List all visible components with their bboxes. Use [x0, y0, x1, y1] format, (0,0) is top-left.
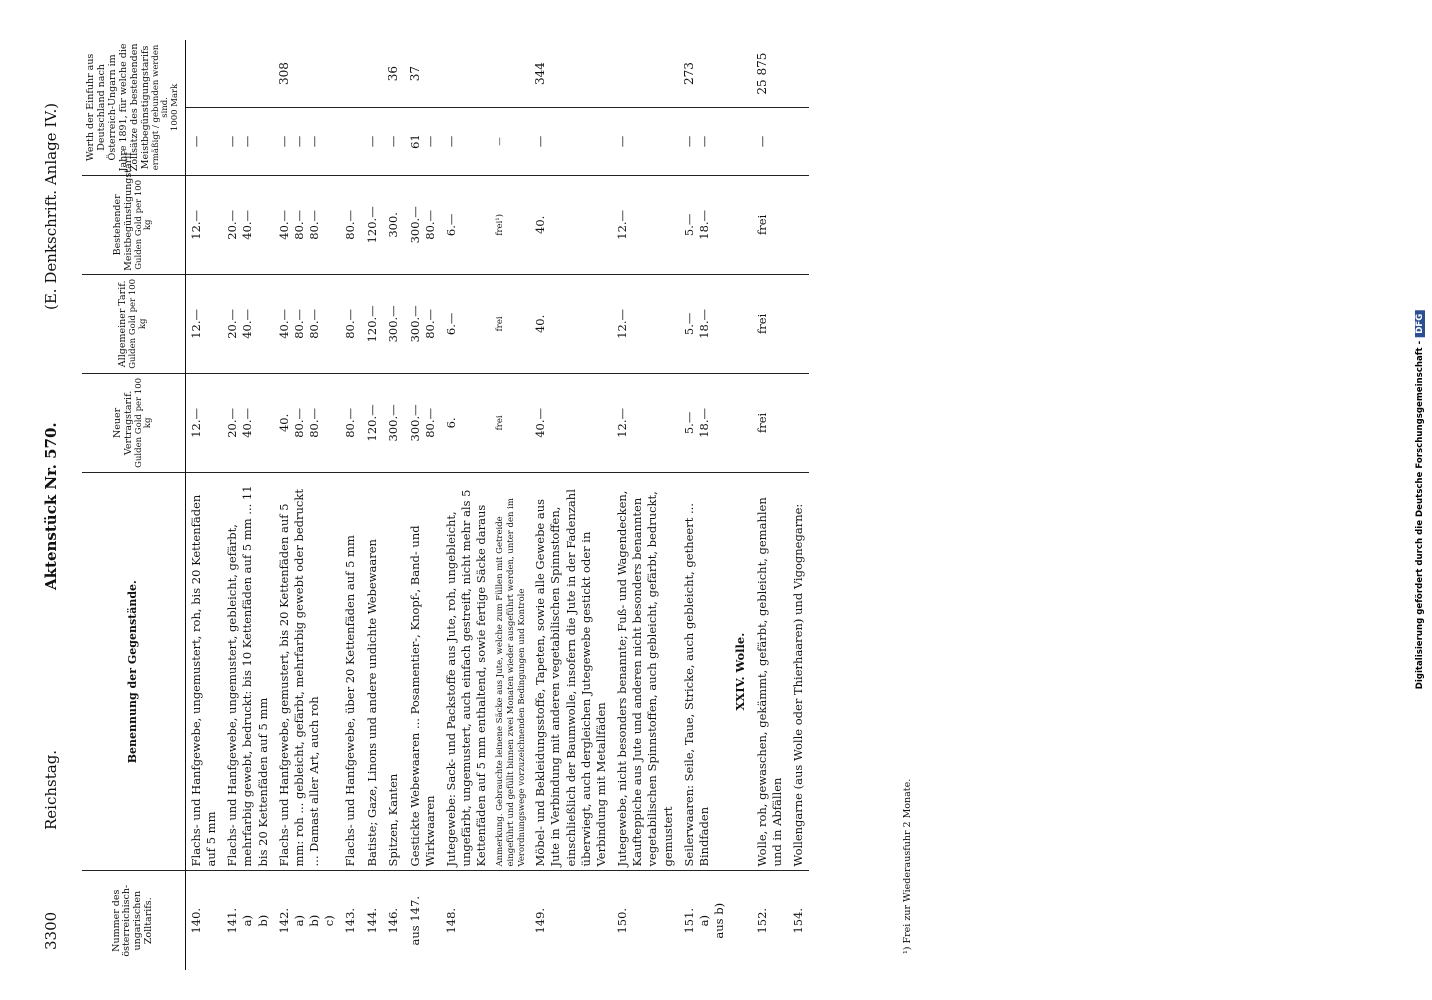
value-total: 308 [276, 62, 291, 86]
cell-gen [730, 274, 751, 373]
cell-erm: — [362, 108, 383, 176]
table-row [679, 40, 731, 970]
credit-text: Digitalisierung gefördert durch die Deutsche Forschungsgemeinschaft - [1415, 340, 1425, 690]
cell-no: 154. [790, 907, 805, 934]
running-header [36, 60, 70, 950]
cell-no: 151. a) aus b) [681, 902, 727, 939]
table-row [340, 40, 361, 970]
cell-no [730, 871, 751, 970]
tariff-table [82, 40, 809, 970]
table-row [441, 40, 493, 970]
cell-erm: — — [679, 108, 731, 176]
table-row [383, 40, 405, 970]
cell-new: 5.— 18.— [679, 373, 731, 472]
cell-new: 6. [441, 373, 493, 472]
cell-gen: 20.— 40.— [222, 274, 274, 373]
cell-new: frei [492, 373, 530, 472]
page-number: 3300 [42, 911, 60, 950]
cell-desc: XXIV. Wolle. [730, 472, 751, 871]
cell-erm [340, 108, 361, 176]
cell-no: 141. a) b) [225, 907, 270, 934]
table-row [612, 40, 679, 970]
cell-desc: Batiste; Gaze, Linons und andere undichte Webewaaren [362, 472, 383, 871]
col-description: Benennung der Gegenstände. [82, 472, 185, 871]
cell-desc: Spitzen, Kanten [383, 472, 405, 871]
cell-erm: — [492, 108, 530, 176]
col-number: Nummer des österreichisch-ungarischen Zolltarifs. [82, 871, 185, 970]
cell-geb [492, 40, 530, 108]
cell-exist: 12.— [612, 175, 679, 274]
cell-geb [340, 40, 361, 108]
cell-geb [362, 40, 383, 108]
cell-new: 80.— [340, 373, 361, 472]
table-row [492, 40, 530, 970]
cell-erm: — [530, 108, 612, 176]
table-row [185, 40, 222, 970]
cell-no: 148. [443, 907, 458, 934]
cell-gen: frei [492, 274, 530, 373]
cell-geb [612, 40, 679, 108]
cell-no: 140. [188, 907, 203, 934]
cell-geb [222, 40, 274, 108]
table-row [788, 40, 809, 970]
scanned-page [30, 30, 1350, 970]
cell-geb [441, 40, 493, 108]
cell-erm: — [383, 108, 405, 176]
cell-no: 146. [385, 907, 400, 934]
cell-no: 149. [533, 907, 548, 934]
cell-new: 12.— [612, 373, 679, 472]
cell-erm: — — — [274, 108, 341, 176]
cell-desc: Jutegewebe: Sack- und Packstoffe aus Jute, roh, ungebleicht, ungefärbt, ungemustert, auch einfach gestreift, nicht mehr als 5 Kettenfäden auf 5 mm enthaltend, sowie fertige Säcke daraus [441, 472, 493, 871]
cell-gen: 5.— 18.— [679, 274, 731, 373]
cell-geb [679, 40, 731, 108]
cell-exist: 20.— 40.— [222, 175, 274, 274]
cell-exist: 40.— 80.— 80.— [274, 175, 341, 274]
cell-desc: Flachs- und Hanfgewebe, ungemustert, gebleicht, gefärbt, mehrfarbig gewebt, bedruckt: bis 10 Kettenfäden auf 5 mm ... 11 bis 20 Kettenfäden auf 5 mm [222, 472, 274, 871]
cell-exist: 80.— [340, 175, 361, 274]
cell-desc: Jutegewebe, nicht besonders benannte; Fuß- und Wagendecken, Kaufteppiche aus Jute und anderen nicht besonders benannten vegetabilischen Spinnstoffen, auch gebleicht, gefärbt, bedruckt, gemustert [612, 472, 679, 871]
cell-no: 142. a) b) c) [276, 907, 337, 934]
cell-gen: 120.— [362, 274, 383, 373]
cell-no: 144. [364, 907, 379, 934]
cell-geb [274, 40, 341, 108]
footnote: ¹) Frei zur Wiederausfuhr 2 Monate. [902, 778, 913, 954]
table-row [405, 40, 441, 970]
cell-exist: frei¹) [492, 175, 530, 274]
cell-erm [788, 108, 809, 176]
cell-geb [752, 40, 788, 108]
table-row [730, 40, 751, 970]
cell-exist [788, 175, 809, 274]
value-total: 25 875 [754, 52, 769, 95]
header-right: (E. Denkschrift. Anlage IV.) [42, 102, 60, 310]
cell-desc: Seilerwaaren: Seile, Taue, Stricke, auch gebleicht, getheert ... Bindfaden [679, 472, 731, 871]
cell-geb [383, 40, 405, 108]
cell-gen [788, 274, 809, 373]
cell-new: 40.— [530, 373, 612, 472]
cell-gen: 12.— [185, 274, 222, 373]
cell-erm: — [441, 108, 493, 176]
cell-gen: 40.— 80.— 80.— [274, 274, 341, 373]
col-value: Werth der Einfuhr aus Deutschland nach Österreich-Ungarn im Jahre 1891, für welche die Zollsätze des bestehenden Meistbegünstigungstarifs ermäßigt / gebunden werden sind. 1000 Mark [82, 40, 185, 175]
cell-desc: Flachs- und Hanfgewebe, über 20 Kettenfäden auf 5 mm [340, 472, 361, 871]
cell-geb [530, 40, 612, 108]
cell-gen: 12.— [612, 274, 679, 373]
cell-exist: 5.— 18.— [679, 175, 731, 274]
cell-exist: 120.— [362, 175, 383, 274]
cell-exist: frei [752, 175, 788, 274]
dfg-logo: DFG [1415, 311, 1425, 337]
cell-new: 120.— [362, 373, 383, 472]
cell-erm: — — [222, 108, 274, 176]
cell-gen: 40. [530, 274, 612, 373]
value-total: 37 [407, 65, 422, 82]
table-row [752, 40, 788, 970]
cell-erm: — [612, 108, 679, 176]
cell-erm: — [185, 108, 222, 176]
value-total: 273 [681, 62, 696, 86]
cell-desc: Flachs- und Hanfgewebe, gemustert, bis 20 Kettenfäden auf 5 mm: roh ... gebleicht, gefärbt, mehrfarbig gewebt oder bedruckt ... Damast aller Art, auch roh [274, 472, 341, 871]
cell-geb [788, 40, 809, 108]
table-row [274, 40, 341, 970]
cell-new: 40. 80.— 80.— [274, 373, 341, 472]
cell-erm [730, 108, 751, 176]
table-row [222, 40, 274, 970]
cell-exist: 6.— [441, 175, 493, 274]
cell-geb [405, 40, 441, 108]
cell-desc: Möbel- und Bekleidungsstoffe, Tapeten, sowie alle Gewebe aus Jute in Verbindung mit anderen vegetabilischen Spinnstoffen, einschließlich der Baumwolle, insofern die Jute in der Fadenzahl überwiegt, auch dergleichen Jutegewebe gestickt oder in Verbindung mit Metallfäden [530, 472, 612, 871]
cell-desc: Anmerkung. Gebrauchte leinene Säcke aus Jute, welche zum Füllen mit Getreide eingeführt und gefüllt binnen zwei Monaten wieder ausgeführt werden, unter den im Verordnungswege vorzuzeichnenden Bedingungen und Kontrole [492, 472, 530, 871]
cell-erm: 61 — [405, 108, 441, 176]
cell-exist: 300. [383, 175, 405, 274]
cell-no: aus 147. [407, 896, 422, 946]
cell-desc: Wollengarne (aus Wolle oder Thierhaaren) und Vigognegarne: [788, 472, 809, 871]
value-total: 36 [385, 65, 400, 82]
cell-desc: Gestickte Webewaaren ... Posamentier-, Knopf-, Band- und Wirkwaaren [405, 472, 441, 871]
cell-new: 300.— 80.— [405, 373, 441, 472]
col-new: Neuer Vertragstarif. Gulden Gold per 100 kg [82, 373, 185, 472]
cell-no [492, 871, 530, 970]
header-left: Reichstag. [42, 749, 60, 830]
cell-gen: 300.— 80.— [405, 274, 441, 373]
cell-exist: 12.— [185, 175, 222, 274]
cell-no: 152. [754, 907, 769, 934]
cell-gen: frei [752, 274, 788, 373]
header-center: Aktenstück Nr. 570. [42, 422, 60, 590]
cell-new: frei [752, 373, 788, 472]
cell-new: 12.— [185, 373, 222, 472]
table-row [362, 40, 383, 970]
cell-no: 150. [615, 907, 630, 934]
cell-gen: 300.— [383, 274, 405, 373]
cell-exist: 40. [530, 175, 612, 274]
col-general: Allgemeiner Tarif. Gulden Gold per 100 kg [82, 274, 185, 373]
cell-geb [730, 40, 751, 108]
col-existing: Bestehender Meistbegünstigungstarif Gulden Gold per 100 kg [82, 175, 185, 274]
cell-new [788, 373, 809, 472]
cell-new: 20.— 40.— [222, 373, 274, 472]
value-total: 344 [533, 62, 548, 86]
cell-desc: Wolle, roh, gewaschen, gekämmt, gefärbt, gebleicht, gemahlen und in Abfällen [752, 472, 788, 871]
cell-new [730, 373, 751, 472]
cell-exist [730, 175, 751, 274]
cell-gen: 6.— [441, 274, 493, 373]
credit-sidebar [1408, 0, 1432, 1000]
cell-desc: Flachs- und Hanfgewebe, ungemustert, roh, bis 20 Kettenfäden auf 5 mm [185, 472, 222, 871]
cell-exist: 300.— 80.— [405, 175, 441, 274]
cell-erm: — [752, 108, 788, 176]
cell-gen: 80.— [340, 274, 361, 373]
table-row [530, 40, 612, 970]
cell-no: 143. [343, 907, 358, 934]
cell-geb [185, 40, 222, 108]
cell-new: 300.— [383, 373, 405, 472]
